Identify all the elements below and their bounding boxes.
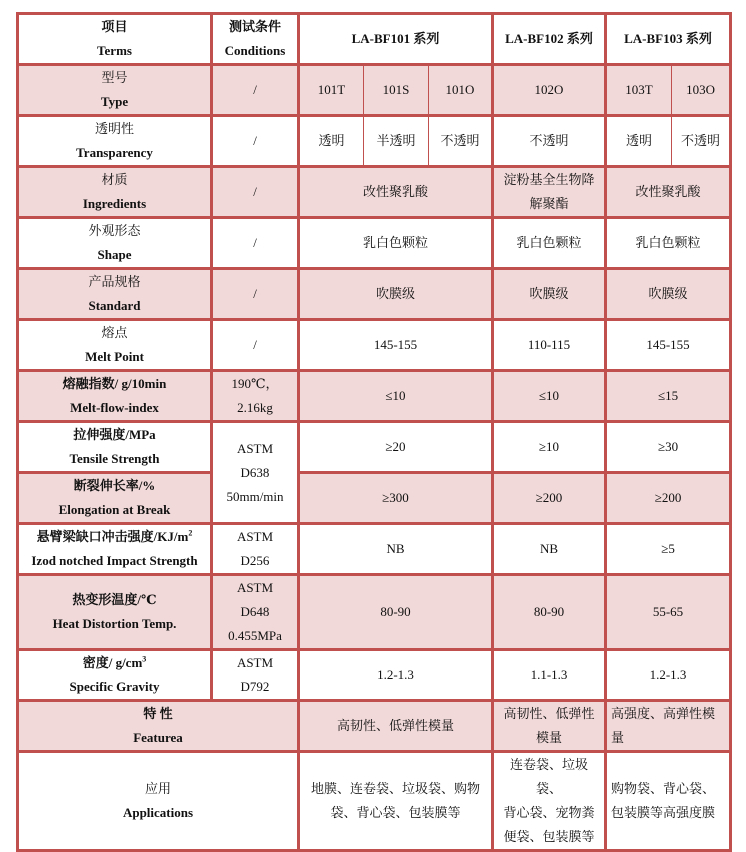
value-cell: ≥10 [493,422,606,473]
term-cell: 密度/ $g/cm^3$ Specific Gravity [18,650,212,701]
value-cell: 吹膜级 [606,269,731,320]
header-terms: 项目 Terms [18,14,212,65]
cond-cell: / [212,320,299,371]
row-density [18,650,731,701]
value-cell: 购物袋、背心袋、 包装膜等高强度膜 [606,752,731,851]
cond-cell: / [212,218,299,269]
term-cell: 型号 Type [18,65,212,116]
value-cell: ≤15 [606,371,731,422]
value-cell: 145-155 [299,320,493,371]
value-cell: 55-65 [606,575,731,650]
header-series-101: LA-BF101 系列 [299,14,493,65]
value-cell: NB [493,524,606,575]
value-cell: 乳白色颗粒 [606,218,731,269]
row-features [18,701,731,752]
value-cell: 透明 [299,116,364,167]
term-cell: 热变形温度/℃ Heat Distortion Temp. [18,575,212,650]
cond-cell: / [212,167,299,218]
value-cell: 吹膜级 [493,269,606,320]
value-cell: ≥200 [606,473,731,524]
term-cell: 材质 Ingredients [18,167,212,218]
value-cell: 101S [364,65,429,116]
header-conditions: 测试条件 Conditions [212,14,299,65]
value-cell: 高韧性、低弹性 模量 [493,701,606,752]
row-transparency [18,116,731,167]
value-cell: 淀粉基全生物降 解聚酯 [493,167,606,218]
value-cell: 连卷袋、垃圾袋、 背心袋、宠物粪 便袋、包装膜等 [493,752,606,851]
value-cell: 103T [606,65,672,116]
row-tensile [18,422,731,473]
cond-cell: ASTM D638 50mm/min [212,422,299,524]
value-cell: ≥5 [606,524,731,575]
cond-cell: ASTM D648 0.455MPa [212,575,299,650]
value-cell: ≥200 [493,473,606,524]
value-cell: 吹膜级 [299,269,493,320]
row-izod [18,524,731,575]
value-cell: 不透明 [429,116,493,167]
row-applications [18,752,731,851]
value-cell: ≥20 [299,422,493,473]
value-cell: 145-155 [606,320,731,371]
term-cell: 悬臂梁缺口冲击强度$/KJ/m^2$ Izod notched Impact Strength [18,524,212,575]
row-mfi [18,371,731,422]
value-cell: 102O [493,65,606,116]
row-ingredients [18,167,731,218]
value-cell: 101O [429,65,493,116]
term-cell: 应用 Applications [18,752,299,851]
term-cell: 产品规格 Standard [18,269,212,320]
header-series-103: LA-BF103 系列 [606,14,731,65]
term-cell: 外观形态 Shape [18,218,212,269]
value-cell: 改性聚乳酸 [299,167,493,218]
term-cell: 熔点 Melt Point [18,320,212,371]
value-cell: 地膜、连卷袋、垃圾袋、购物 袋、背心袋、包装膜等 [299,752,493,851]
value-cell: 高韧性、低弹性模量 [299,701,493,752]
row-type [18,65,731,116]
value-cell: 103O [672,65,731,116]
term-cell: 特 性 Featurea [18,701,299,752]
value-cell: 透明 [606,116,672,167]
value-cell: 80-90 [299,575,493,650]
cond-cell: / [212,269,299,320]
term-cell: 熔融指数/ g/10min Melt-flow-index [18,371,212,422]
value-cell: NB [299,524,493,575]
cond-cell: 190℃， 2.16kg [212,371,299,422]
value-cell: 101T [299,65,364,116]
row-elongation [18,473,731,524]
product-spec-table [16,12,732,852]
term-cell: 拉伸强度/MPa Tensile Strength [18,422,212,473]
row-shape [18,218,731,269]
header-row [18,14,731,65]
value-cell: 1.1-1.3 [493,650,606,701]
value-cell: 半透明 [364,116,429,167]
value-cell: 乳白色颗粒 [299,218,493,269]
cond-cell: / [212,116,299,167]
cond-cell: ASTM D256 [212,524,299,575]
row-hdt [18,575,731,650]
value-cell: 高强度、高弹性模 量 [606,701,731,752]
value-cell: ≥300 [299,473,493,524]
header-series-102: LA-BF102 系列 [493,14,606,65]
value-cell: ≥30 [606,422,731,473]
value-cell: 改性聚乳酸 [606,167,731,218]
term-cell: 断裂伸长率/% Elongation at Break [18,473,212,524]
term-cell: 透明性 Transparency [18,116,212,167]
cond-cell: / [212,65,299,116]
value-cell: 80-90 [493,575,606,650]
value-cell: ≤10 [493,371,606,422]
value-cell: 1.2-1.3 [606,650,731,701]
value-cell: 乳白色颗粒 [493,218,606,269]
value-cell: ≤10 [299,371,493,422]
row-melt-point [18,320,731,371]
cond-cell: ASTM D792 [212,650,299,701]
value-cell: 不透明 [672,116,731,167]
value-cell: 110-115 [493,320,606,371]
value-cell: 1.2-1.3 [299,650,493,701]
value-cell: 不透明 [493,116,606,167]
row-standard [18,269,731,320]
